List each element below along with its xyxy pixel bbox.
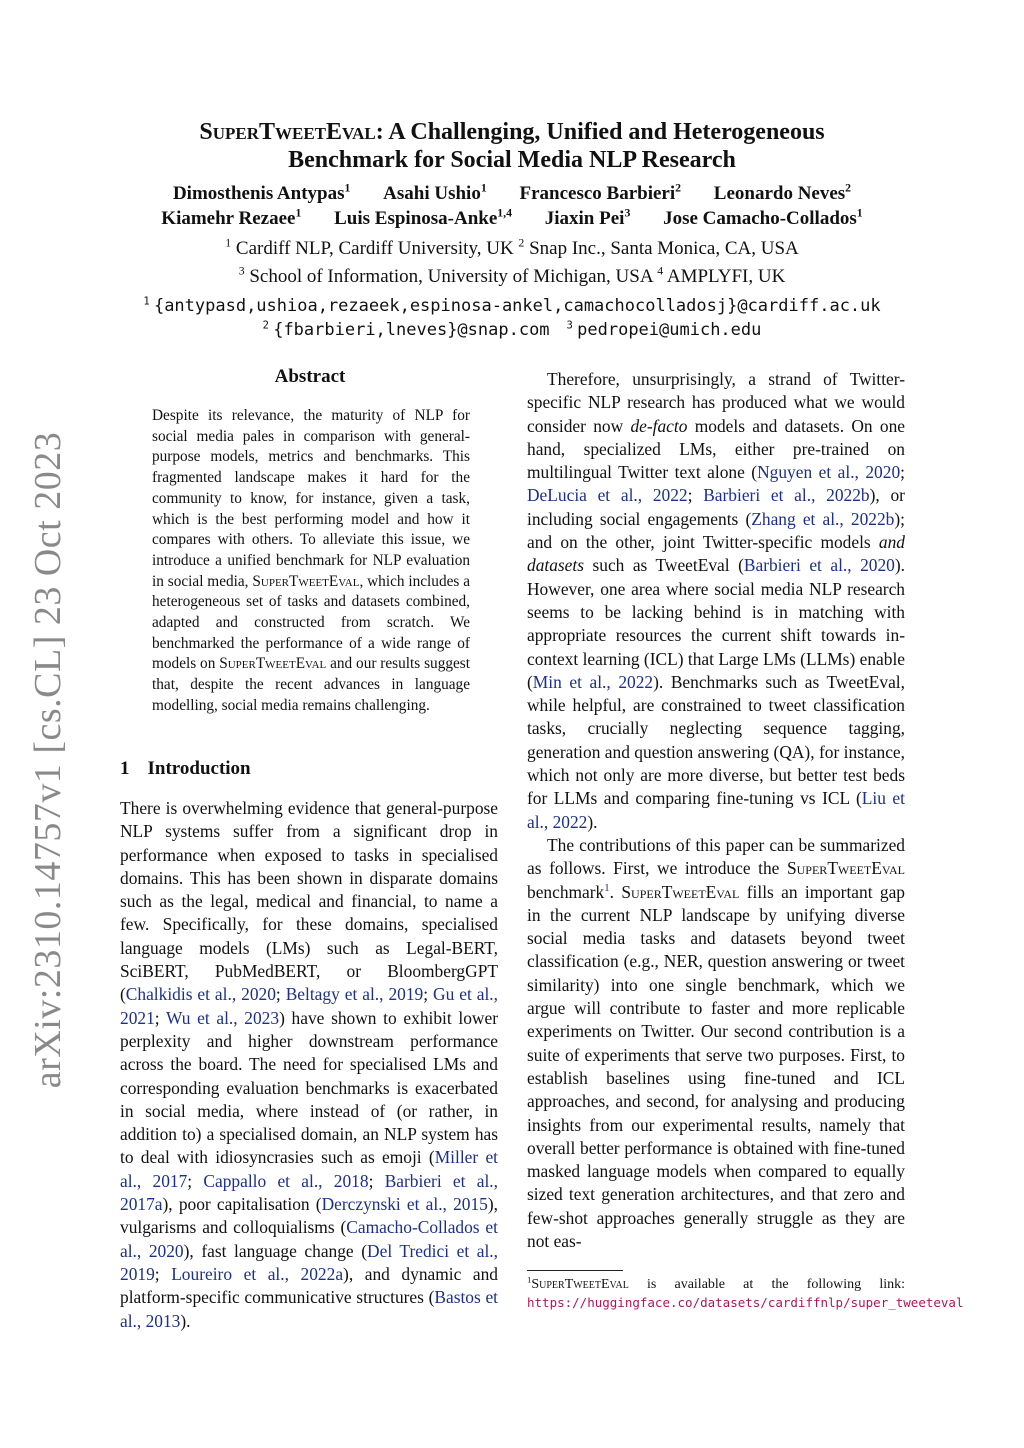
intro-paragraph-1: There is overwhelming evidence that general-purpose NLP systems suffer from a significant drop in performance when exposed to tasks in specialised domains. This has been shown in disparate domains such as the legal, medical and financial, to name a few. Specifically, for these domains, specialised language models (LMs) such as Legal-BERT, SciBERT, PubMedBERT, or BloombergGPT (Chalkidis et al., 2020; Beltagy et al., 2019; Gu et al., 2021; Wu et al., 2023) have shown to exhibit lower perplexity and higher downstream performance across the board. The need for specialised LMs and corresponding evaluation benchmarks is exacerbated in social media, where instead of (or rather, in addition to) a specialised domain, an NLP system has to deal with idiosyncrasies such as emoji (Miller et al., 2017; Cappallo et al., 2018; Barbieri et al., 2017a), poor capitalisation (Derczynski et al., 2015), vulgarisms and colloquialisms (Camacho-Collados et al., 2020), fast language change (Del Tredici et al., 2019; Loureiro et al., 2022a), and dynamic and platform-specific communicative structures (Bastos et al., 2013). — [120, 798, 499, 1331]
author: Asahi Ushio$^1$ — [383, 181, 487, 204]
intro-paragraph-3: The contributions of this paper can be summarized as follows. First, we introduce the SuperTweetEval benchmark$^1$. SuperTweetEval fills an important gap in the current NLP landscape by unifying diverse social media tasks and datasets beyond tweet classification (e.g., NER, question answering or tweet similarity) into one single benchmark, which we argue will contribute to faster and more replicable experiments on Twitter. Our second contribution is a suite of experiments that serve two purposes. First, to establish baselines using fine-tuned and ICL approaches, and second, for analysing and producing insights from our experimental results, namely that overall better performance is obtained with fine-tuned masked language models when compared to equally sized text generation architectures, and that zero and few-shot approaches generally struggle as they are not eas- — [527, 835, 905, 1252]
title-benchmark-name: SuperTweetEval — [199, 119, 376, 145]
author: Jose Camacho-Collados$^1$ — [663, 206, 863, 229]
authors-row-2 — [100, 207, 924, 231]
affiliations-row-2: $^3$ School of Information, University of Michigan, USA $^4$ AMPLYFI, UK — [238, 264, 786, 287]
abstract-body: Despite its relevance, the maturity of NLP for social media pales in comparison with general-purpose models, metrics and benchmarks. This fragmented landscape makes it hard for the community to know, for instance, given a task, which is the best performing model and how it compares with others. To alleviate this issue, we introduce a unified benchmark for NLP evaluation in social media, SuperTweetEval, which includes a heterogeneous set of tasks and datasets combined, adapted and constructed from scratch. We benchmarked the performance of a wide range of models on SuperTweetEval and our results suggest that, despite the recent advances in language modelling, social media remains challenging. — [152, 407, 471, 714]
citation-link[interactable]: Zhang et al., 2022b — [751, 508, 895, 529]
author: Leonardo Neves$^2$ — [713, 181, 852, 204]
citation-link[interactable]: Barbieri et al., 2017a — [120, 1170, 498, 1215]
email-cardiff: {antypasd,ushioa,rezaeek,espinosa-ankel,camachocolladosj}@cardiff.ac.uk — [153, 296, 881, 316]
citation-link[interactable]: Del Tredici et al., 2019 — [120, 1240, 499, 1284]
intro-paragraph-2: Therefore, unsurprisingly, a strand of Twitter-specific NLP research has produced what we would consider now de-facto models and datasets. On one hand, specialized LMs, either pre-trained on multilingual Twitter text alone (Nguyen et al., 2020; DeLucia et al., 2022; Barbieri et al., 2022b), or including social engagements (Zhang et al., 2022b); and on the other, joint Twitter-specific models and datasets such as TweetEval (Barbieri et al., 2020). However, one area where social media NLP research seems to be lacking behind is in matching with appropriate resources the current shift towards in-context learning (ICL) that Large LMs (LLMs) enable (Min et al., 2022). Benchmarks such as TweetEval, while helpful, are constrained to tweet classification tasks, crucially neglecting sequence tagging, generation and question answering (QA), for instance, which not only are more diverse, but better test beds for LLMs and comparing fine-tuning vs ICL (Liu et al., 2022). — [527, 369, 905, 832]
emails-row-1: $^1$ {antypasd,ushioa,rezaeek,espinosa-ankel,camachocolladosj}@cardiff.ac.uk — [143, 295, 881, 316]
author: Luis Espinosa-Anke$^{1,4}$ — [334, 206, 512, 229]
footnote: $^1$SuperTweetEval is available at the following link: https://huggingface.co/datasets/cardiffnlp/super_tweeteval — [527, 1274, 964, 1310]
dataset-url-link[interactable]: https://huggingface.co/datasets/cardiffnlp/super_tweeteval — [527, 1295, 964, 1310]
arxiv-stamp — [8, 431, 88, 1089]
affiliation: Cardiff NLP, Cardiff University, UK — [235, 238, 514, 259]
citation-link[interactable]: Wu et al., 2023 — [166, 1007, 280, 1028]
citation-link[interactable]: Bastos et al., 2013 — [120, 1287, 498, 1331]
email-umich: pedropei@umich.edu — [577, 320, 762, 340]
footnote-divider — [527, 1270, 623, 1271]
citation-link[interactable]: DeLucia et al., 2022 — [527, 485, 688, 506]
paper-title — [120, 118, 904, 174]
abstract-heading: Abstract — [274, 366, 346, 387]
citation-link[interactable]: Miller et al., 2017 — [120, 1147, 498, 1191]
affiliation: School of Information, University of Michigan, USA — [249, 266, 653, 287]
author: Kiamehr Rezaee$^1$ — [161, 206, 302, 229]
citation-link[interactable]: Barbieri et al., 2020 — [743, 555, 895, 576]
citation-link[interactable]: Liu et al., 2022 — [527, 788, 905, 832]
citation-link[interactable]: Beltagy et al., 2019 — [285, 984, 424, 1005]
citation-link[interactable]: Chalkidis et al., 2020 — [125, 984, 276, 1005]
title-line1: : A Challenging, Unified and Heterogeneous — [375, 119, 825, 145]
citation-link[interactable]: Barbieri et al., 2022b — [703, 485, 870, 506]
citation-link[interactable]: Camacho-Collados et al., 2020 — [120, 1217, 498, 1261]
emails-row-2: $^2$ {fbarbieri,lneves}@snap.com $^3$ pedropei@umich.edu — [262, 319, 762, 340]
email-snap: {fbarbieri,lneves}@snap.com — [273, 320, 550, 340]
author: Dimosthenis Antypas$^1$ — [172, 181, 351, 204]
author: Jiaxin Pei$^3$ — [544, 206, 631, 229]
footnote-marker[interactable]: 1 — [604, 881, 610, 894]
citation-link[interactable]: Min et al., 2022 — [532, 671, 654, 692]
affiliation: AMPLYFI, UK — [666, 266, 786, 287]
citation-link[interactable]: Nguyen et al., 2020 — [757, 462, 901, 483]
authors-row-1 — [100, 182, 924, 206]
citation-link[interactable]: Gu et al., 2021 — [120, 984, 498, 1028]
affiliation: Snap Inc., Santa Monica, CA, USA — [529, 238, 799, 259]
section-heading-introduction: 1 Introduction — [120, 758, 251, 779]
affiliations-row-1: $^1$ Cardiff NLP, Cardiff University, UK $^2$ Snap Inc., Santa Monica, CA, USA — [225, 236, 799, 259]
arxiv-identifier: arXiv:2310.14757v1 [cs.CL] 23 Oct 2023 — [27, 431, 69, 1089]
title-line2: Benchmark for Social Media NLP Research — [288, 147, 736, 173]
citation-link[interactable]: Derczynski et al., 2015 — [321, 1194, 488, 1215]
citation-link[interactable]: Cappallo et al., 2018 — [203, 1170, 369, 1191]
citation-link[interactable]: Loureiro et al., 2022a — [171, 1263, 344, 1284]
author: Francesco Barbieri$^2$ — [519, 181, 682, 204]
